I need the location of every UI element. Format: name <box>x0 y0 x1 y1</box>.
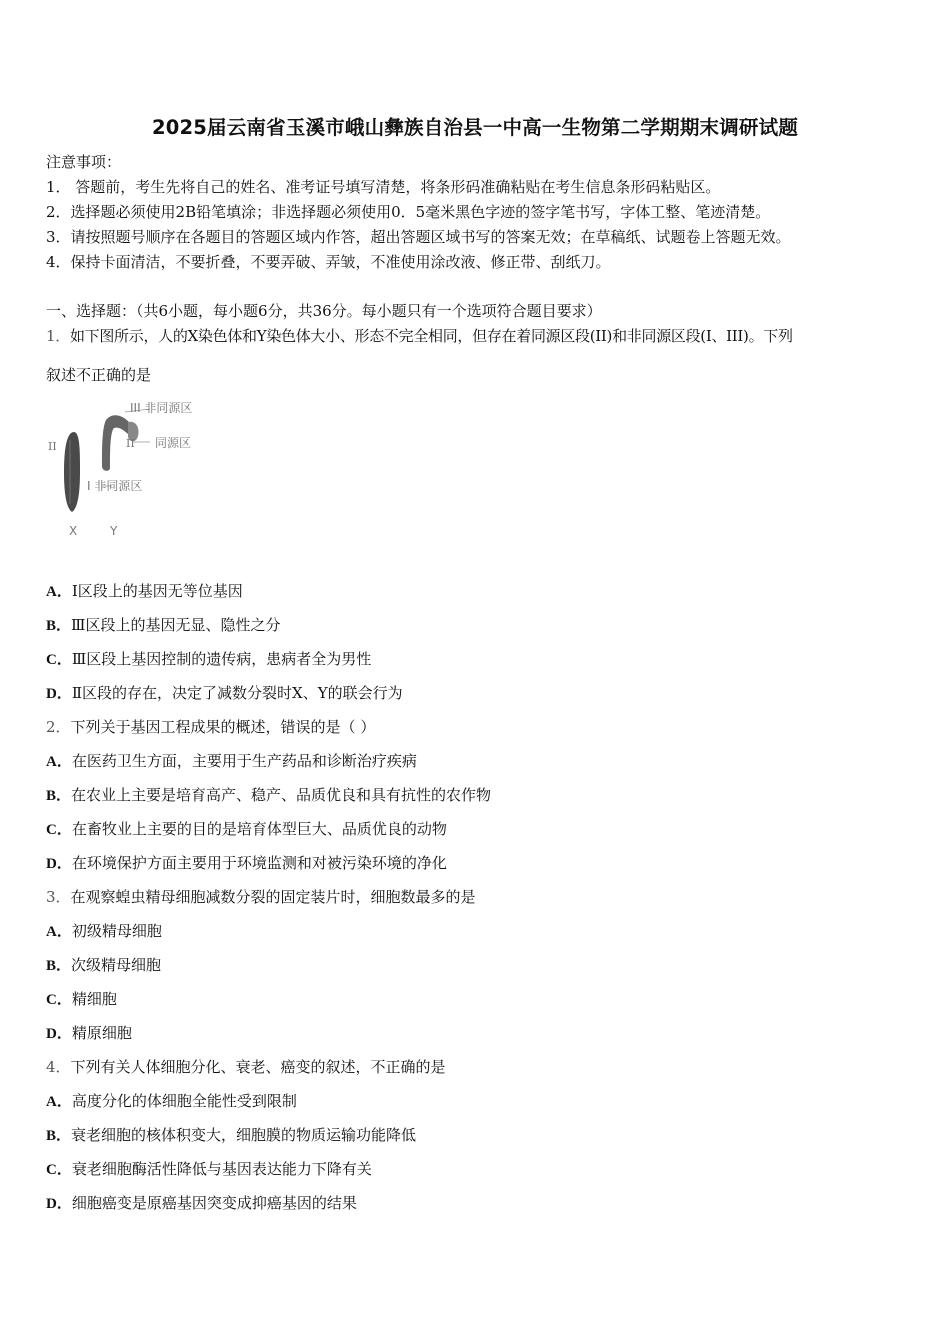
option-letter: A． <box>46 924 72 940</box>
option-letter: B． <box>46 1128 72 1144</box>
option-text: 细胞癌变是原癌基因突变成抑癌基因的结果 <box>71 1194 357 1212</box>
option-letter: C． <box>46 822 72 838</box>
option-letter: A． <box>46 754 72 770</box>
label-y: Y <box>110 524 118 538</box>
label-region-i: I 非同源区 <box>87 479 143 493</box>
question-2 <box>46 717 375 737</box>
option-text: Ⅲ区段上基因控制的遗传病，患病者全为男性 <box>71 650 372 668</box>
question-1-line-2: 叙述不正确的是 <box>46 366 152 384</box>
question-text: 下列关于基因工程成果的概述，错误的是（ ） <box>70 718 376 736</box>
question-text: 在观察蝗虫精母细胞减数分裂的固定装片时，细胞数最多的是 <box>70 888 476 906</box>
option-text: 衰老细胞的核体积变大，细胞膜的物质运输功能降低 <box>71 1126 417 1144</box>
label-roman-ii-right: II <box>126 437 135 450</box>
label-x: X <box>69 524 78 538</box>
q4-option-c <box>46 1159 372 1180</box>
q1-option-b <box>46 615 280 636</box>
option-letter: B． <box>46 618 72 634</box>
q1-option-c <box>46 649 371 670</box>
question-number: 4． <box>46 1058 71 1076</box>
q3-option-d <box>46 1023 132 1044</box>
q3-option-a <box>46 921 162 942</box>
q3-option-c <box>46 989 117 1010</box>
notice-item-1: 1． 答题前，考生先将自己的姓名、准考证号填写清楚，将条形码准确粘贴在考生信息条形码粘贴区。 <box>46 178 721 196</box>
option-text: Ⅰ区段上的基因无等位基因 <box>71 582 243 600</box>
notice-item-3: 3．请按照题号顺序在各题目的答题区域内作答，超出答题区域书写的答案无效；在草稿纸、试题卷上答题无效。 <box>46 228 791 246</box>
notice-item-2: 2．选择题必须使用2B铅笔填涂；非选择题必须使用0．5毫米黑色字迹的签字笔书写，字体工整、笔迹清楚。 <box>46 203 771 221</box>
question-text: 如下图所示，人的X染色体和Y染色体大小、形态不完全相同，但存在着同源区段(II)和非同源区段(I、III)。下列 <box>69 327 793 345</box>
option-letter: D． <box>46 1196 72 1212</box>
question-4 <box>46 1057 446 1077</box>
option-letter: A． <box>46 584 72 600</box>
q4-option-d <box>46 1193 357 1214</box>
option-text: 在农业上主要是培育高产、稳产、品质优良和具有抗性的农作物 <box>71 786 492 804</box>
option-letter: C． <box>46 1162 72 1178</box>
label-region-ii: 同源区 <box>155 436 192 450</box>
option-letter: C． <box>46 652 72 668</box>
question-text: 下列有关人体细胞分化、衰老、癌变的叙述，不正确的是 <box>70 1058 446 1076</box>
option-text: 在环境保护方面主要用于环境监测和对被污染环境的净化 <box>71 854 447 872</box>
question-3 <box>46 887 476 907</box>
q2-option-d <box>46 853 447 874</box>
x-chromosome <box>64 432 80 512</box>
page-title: 2025届云南省玉溪市峨山彝族自治县一中高一生物第二学期期末调研试题 <box>151 116 799 139</box>
notice-heading: 注意事项： <box>46 153 122 171</box>
option-letter: B． <box>46 958 72 974</box>
option-text: 在医药卫生方面，主要用于生产药品和诊断治疗疾病 <box>71 752 417 770</box>
option-letter: D． <box>46 1026 72 1042</box>
label-region-iii: III 非同源区 <box>130 401 193 415</box>
label-roman-ii-left: II <box>48 440 57 453</box>
q4-option-b <box>46 1125 416 1146</box>
question-number: 2． <box>46 718 71 736</box>
option-letter: D． <box>46 856 72 872</box>
option-text: 衰老细胞酶活性降低与基因表达能力下降有关 <box>71 1160 372 1178</box>
option-text: 高度分化的体细胞全能性受到限制 <box>71 1092 297 1110</box>
option-text: 初级精母细胞 <box>71 922 162 940</box>
q2-option-b <box>46 785 491 806</box>
option-text: Ⅱ区段的存在，决定了减数分裂时X、Y的联会行为 <box>71 684 403 702</box>
q2-option-c <box>46 819 447 840</box>
option-letter: A． <box>46 1094 72 1110</box>
question-number: 1． <box>46 327 70 345</box>
q3-option-b <box>46 955 161 976</box>
option-text: Ⅲ区段上的基因无显、隐性之分 <box>71 616 281 634</box>
option-text: 精原细胞 <box>71 1024 132 1042</box>
question-number: 3． <box>46 888 71 906</box>
option-text: 精细胞 <box>71 990 117 1008</box>
notice-item-4: 4．保持卡面清洁，不要折叠，不要弄破、弄皱，不准使用涂改液、修正带、刮纸刀。 <box>46 253 611 271</box>
q1-option-d <box>46 683 403 704</box>
option-letter: D． <box>46 686 72 702</box>
q1-option-a <box>46 581 243 602</box>
q2-option-a <box>46 751 417 772</box>
option-letter: B． <box>46 788 72 804</box>
option-text: 次级精母细胞 <box>71 956 162 974</box>
option-letter: C． <box>46 992 72 1008</box>
q4-option-a <box>46 1091 297 1112</box>
chromosome-figure <box>40 392 230 542</box>
option-text: 在畜牧业上主要的目的是培育体型巨大、品质优良的动物 <box>71 820 447 838</box>
section-heading: 一、选择题：（共6小题，每小题6分，共36分。每小题只有一个选项符合题目要求） <box>46 302 602 320</box>
question-1-line-1 <box>46 326 793 346</box>
